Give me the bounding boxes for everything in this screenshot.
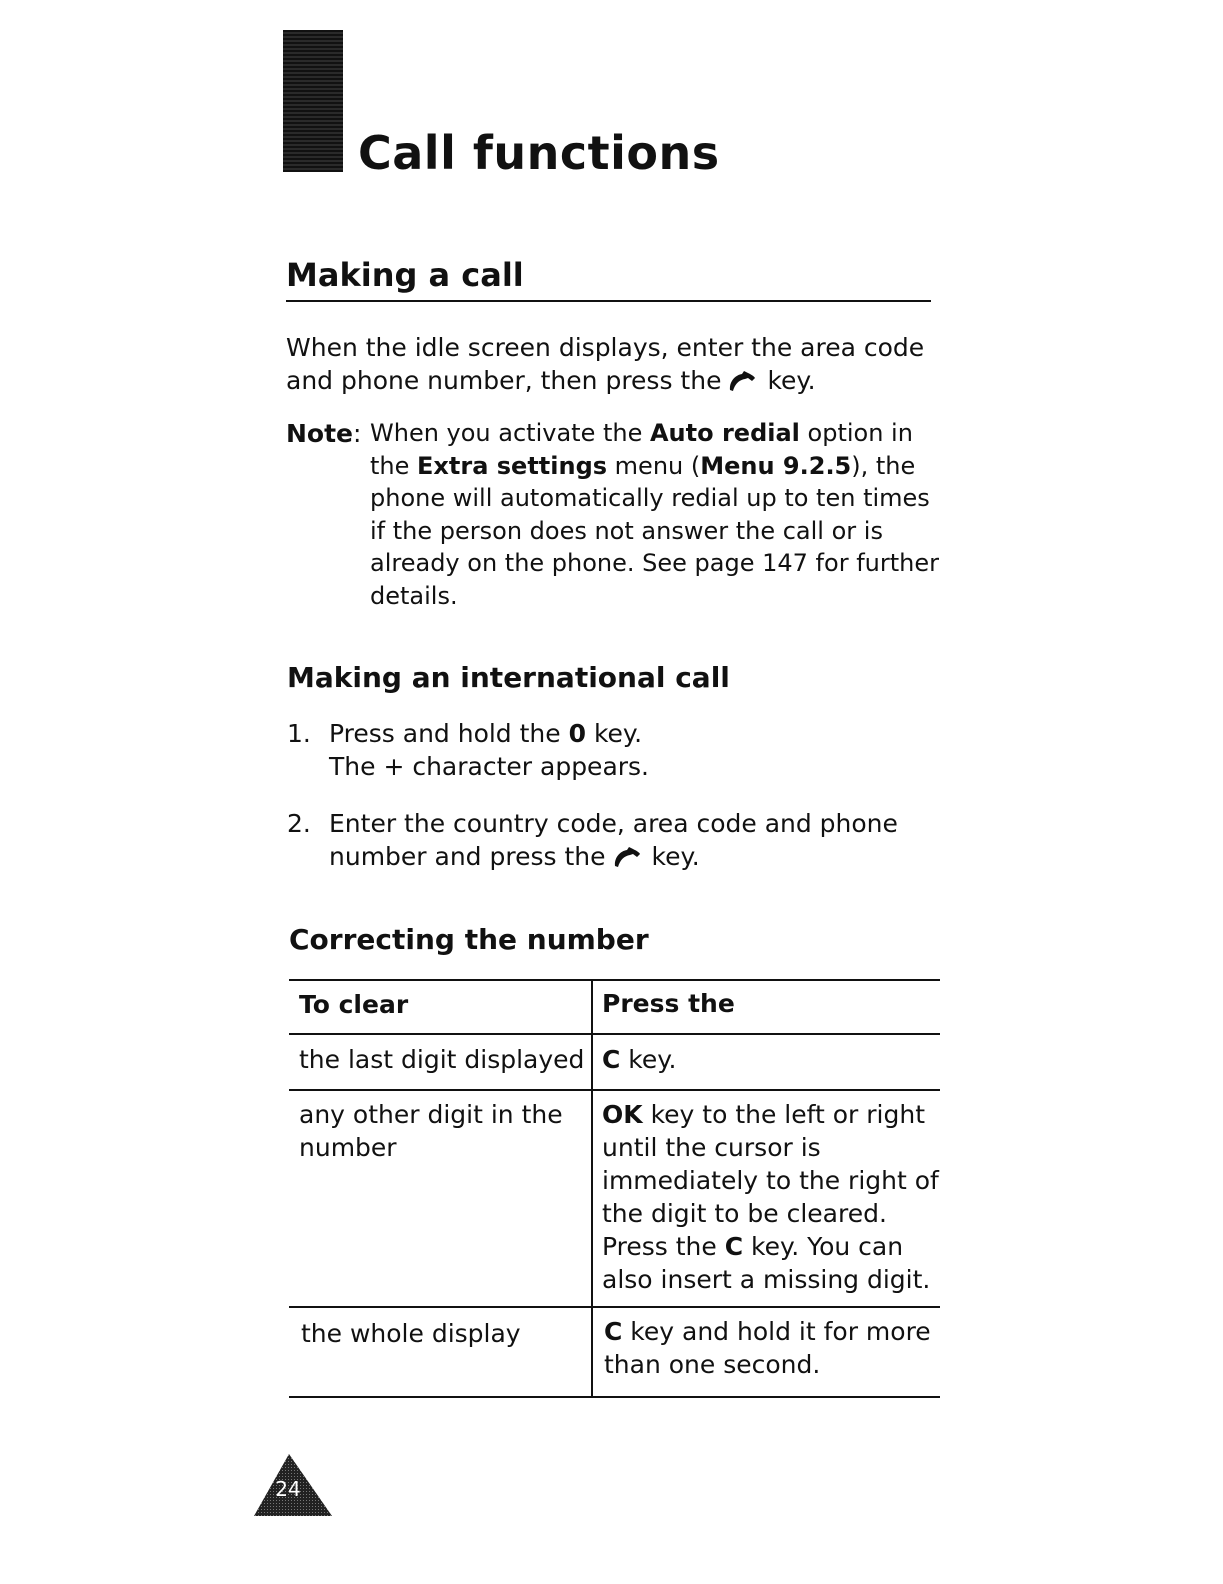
paragraph-text: key. [767,366,816,395]
table-rule [289,1033,940,1035]
section-heading-making-a-call: Making a call [286,256,524,294]
paragraph-text: and phone number, then press the [286,366,722,395]
making-call-paragraph [286,331,946,400]
step-1-text [329,717,649,783]
section-heading-international-call: Making an international call [287,661,730,694]
step-line: Enter the country code, area code and phone [329,809,898,838]
table-cell-clear: the whole display [301,1319,521,1348]
correction-table [289,979,940,1399]
chapter-marker-bar [283,30,343,172]
table-cell-press: C key. [602,1045,677,1074]
table-rule [289,979,940,981]
table-cell-clear: the last digit displayed [299,1045,585,1074]
zero-key-term: 0 [568,719,587,748]
note-line: if the person does not answer the call or is [370,516,883,545]
note-body [370,417,940,613]
note-line: the Extra settings menu (Menu 9.2.5), the [370,451,916,480]
table-header-to-clear: To clear [299,990,409,1019]
table-cell-clear: any other digit in the number [299,1100,563,1162]
table-column-divider [591,979,593,1397]
table-cell-press: C key and hold it for more than one second. [604,1317,931,1379]
table-rule [289,1089,940,1091]
note-line: When you activate the Auto redial option in [370,419,913,447]
table-header-press-the: Press the [602,989,735,1018]
note-line: already on the phone. See page 147 for further [370,549,939,578]
step-line: Press and hold the 0 key. [329,719,643,748]
auto-redial-term: Auto redial [649,419,800,447]
table-cell-press: OK key to the left or right until the cursor is immediately to the right of the digit to be cleared. Press the C key. You can also insert a missing digit. [602,1100,939,1294]
paragraph-line: When the idle screen displays, enter the area code [286,333,925,362]
page-number: 24 [275,1477,301,1501]
step-number: 2. [287,809,311,838]
page-number-badge [252,1452,334,1518]
send-key-icon [727,367,757,400]
step-line: number and press the key. [329,840,898,876]
step-line: The + character appears. [329,752,650,781]
note-line: phone will automatically redial up to ten times [370,484,930,513]
section-heading-correcting-number: Correcting the number [289,923,649,956]
note-label: Note: [286,419,362,448]
step-number: 1. [287,719,311,748]
paragraph-line [286,364,946,400]
section-divider [286,300,931,302]
menu-reference: Menu 9.2.5 [700,451,852,480]
table-rule [289,1396,940,1398]
table-rule [289,1306,940,1308]
step-2-text [329,807,898,876]
chapter-title: Call functions [358,126,720,180]
extra-settings-term: Extra settings [417,451,608,480]
note-line: details. [370,581,458,610]
send-key-icon [612,843,642,876]
